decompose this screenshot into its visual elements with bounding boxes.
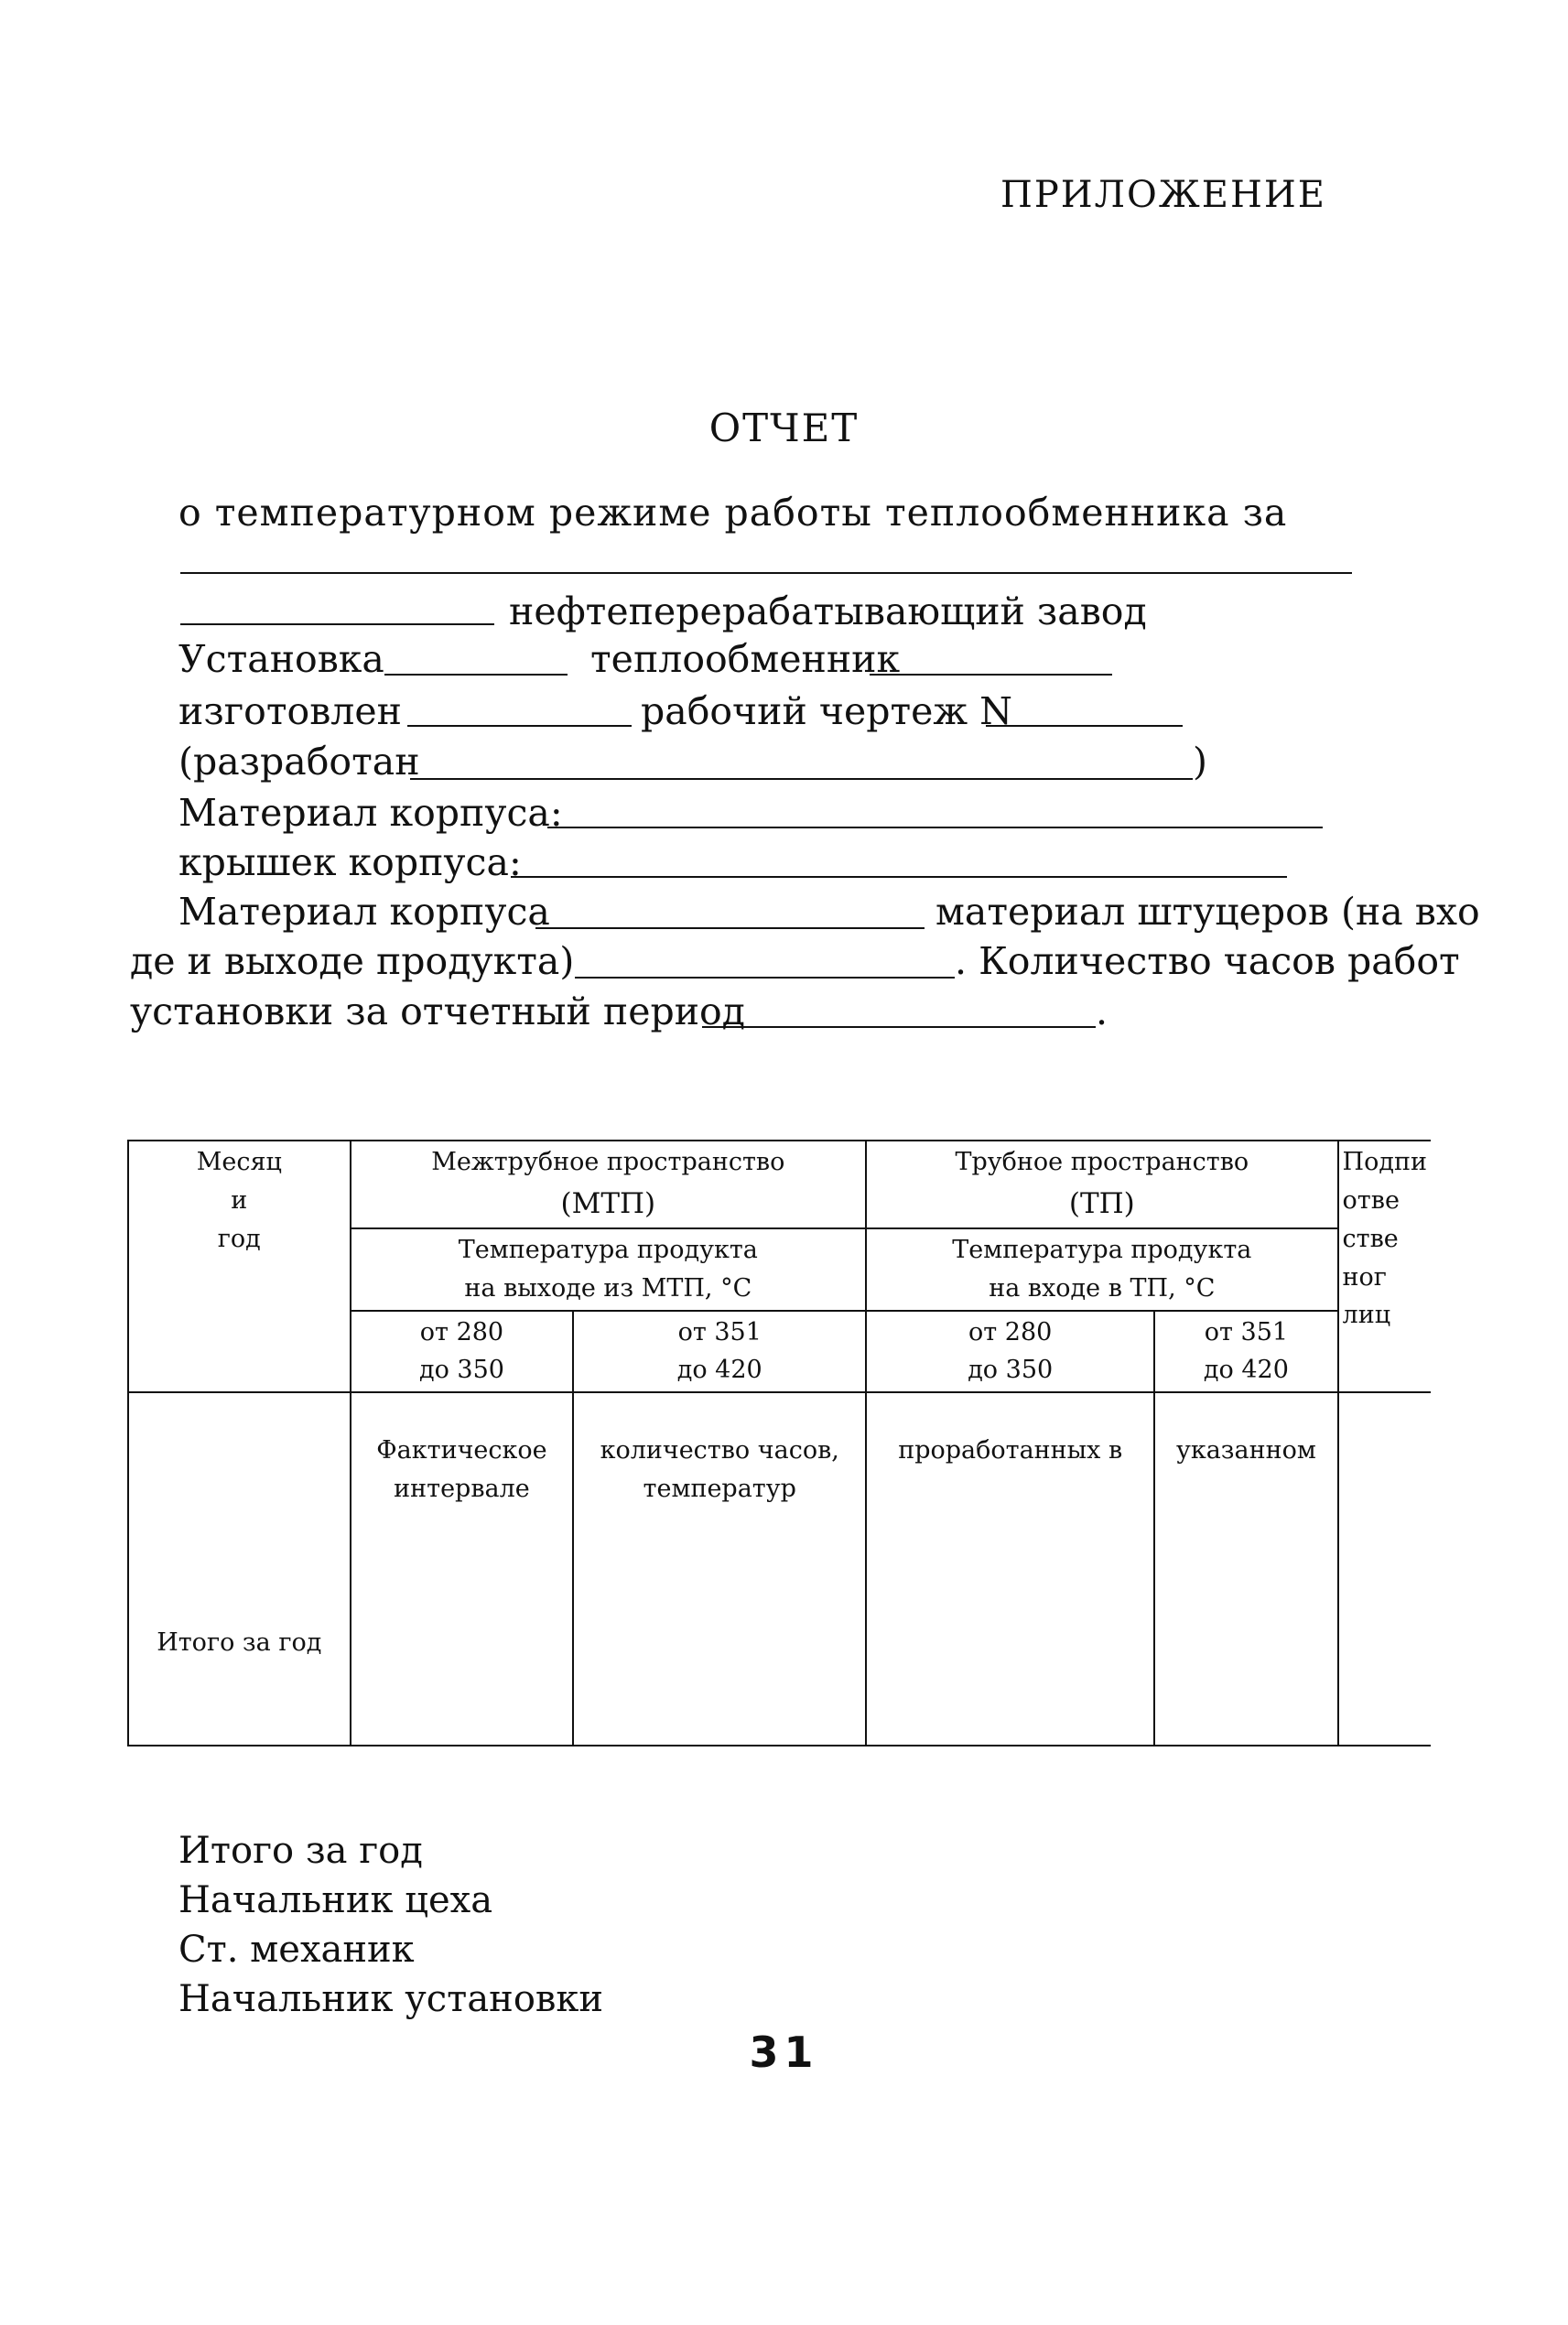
month-year-header bbox=[128, 1141, 351, 1392]
period-label: установки за отчетный период bbox=[130, 989, 745, 1033]
total-row-label-cell bbox=[128, 1392, 351, 1746]
note-line: проработанных в bbox=[898, 1436, 1123, 1465]
developed-open: (разработан bbox=[178, 740, 420, 784]
header-line: Месяц bbox=[196, 1148, 282, 1176]
mtp-header bbox=[351, 1141, 867, 1228]
note-line: количество часов, bbox=[600, 1436, 839, 1465]
made-blank bbox=[407, 725, 632, 727]
range-header bbox=[351, 1311, 574, 1393]
range-line: до 420 bbox=[1203, 1356, 1289, 1385]
note-cell bbox=[573, 1392, 866, 1746]
tp-header bbox=[866, 1141, 1337, 1228]
range-header bbox=[866, 1311, 1154, 1393]
range-line: от 280 bbox=[419, 1317, 504, 1346]
hours-label: . Количество часов работ bbox=[955, 939, 1460, 983]
note-line: интервале bbox=[394, 1475, 530, 1504]
temperature-table bbox=[127, 1140, 1431, 1746]
exchanger-label: теплообменник bbox=[590, 637, 901, 681]
header-line: Трубное пространство bbox=[955, 1148, 1249, 1176]
fittings-label: материал штуцеров (на вхо bbox=[935, 890, 1480, 934]
note-cell bbox=[1154, 1392, 1337, 1746]
page-number: 31 bbox=[749, 2028, 819, 2077]
header-line: Межтрубное пространство bbox=[431, 1148, 785, 1176]
note-cell bbox=[351, 1392, 574, 1746]
signature-line: Начальник установки bbox=[178, 1978, 604, 2020]
covers-blank bbox=[511, 876, 1287, 878]
period-hours-blank bbox=[702, 1026, 1096, 1028]
header-line: Температура продукта bbox=[952, 1235, 1252, 1264]
header-line: (ТП) bbox=[1068, 1186, 1135, 1220]
developed-blank bbox=[410, 778, 1193, 780]
mtp-temp-header bbox=[351, 1228, 867, 1311]
range-line: от 351 bbox=[677, 1317, 762, 1346]
developed-close: ) bbox=[1193, 740, 1207, 784]
unit-label: Установка bbox=[178, 637, 384, 681]
signature-block bbox=[178, 1826, 603, 2024]
header-line: Температура продукта bbox=[458, 1235, 758, 1264]
header-line: год bbox=[217, 1224, 261, 1253]
product-blank bbox=[575, 977, 955, 979]
note-line: Фактическое bbox=[376, 1436, 547, 1465]
signature-cell bbox=[1338, 1392, 1431, 1746]
note-line: указанном bbox=[1175, 1436, 1316, 1465]
covers-label: крышек корпуса: bbox=[178, 840, 522, 884]
header-line: отве bbox=[1342, 1185, 1400, 1215]
drawing-blank bbox=[986, 725, 1183, 727]
header-line: на выходе из МТП, °C bbox=[464, 1273, 752, 1303]
refinery-label: нефтеперерабатывающий завод bbox=[509, 589, 1147, 633]
header-line: Подпи bbox=[1342, 1148, 1427, 1176]
appendix-label: ПРИЛОЖЕНИЕ bbox=[1000, 174, 1326, 216]
report-subtitle: о температурном режиме работы теплообменника за bbox=[178, 491, 1288, 535]
product-in-out-label: де и выходе продукта) bbox=[130, 939, 575, 983]
body-material-blank bbox=[547, 827, 1323, 828]
header-line: (МТП) bbox=[560, 1186, 656, 1220]
exchanger-blank bbox=[870, 674, 1112, 676]
signature-line: Итого за год bbox=[178, 1830, 423, 1872]
range-line: от 351 bbox=[1204, 1317, 1289, 1346]
body-material2-label: Материал корпуса bbox=[178, 890, 550, 934]
signature-header bbox=[1338, 1141, 1431, 1392]
header-line: ног bbox=[1342, 1262, 1387, 1292]
range-line: от 280 bbox=[968, 1317, 1053, 1346]
note-cell bbox=[866, 1392, 1154, 1746]
range-header bbox=[1154, 1311, 1337, 1393]
range-line: до 350 bbox=[968, 1356, 1054, 1385]
period-end: . bbox=[1096, 989, 1108, 1033]
header-line: и bbox=[231, 1185, 248, 1215]
signature-line: Ст. механик bbox=[178, 1929, 415, 1971]
header-line: на входе в ТП, °C bbox=[989, 1273, 1216, 1303]
period-blank bbox=[180, 572, 1352, 574]
unit-blank bbox=[384, 674, 568, 676]
range-line: до 350 bbox=[418, 1356, 504, 1385]
note-line: температур bbox=[643, 1475, 796, 1504]
header-line: стве bbox=[1342, 1224, 1399, 1253]
header-line: лиц bbox=[1342, 1301, 1391, 1330]
made-label: изготовлен bbox=[178, 689, 402, 733]
refinery-blank bbox=[180, 623, 494, 625]
range-line: до 420 bbox=[676, 1356, 762, 1385]
body-material2-blank bbox=[535, 927, 925, 929]
total-label: Итого за год bbox=[157, 1628, 322, 1658]
report-title: ОТЧЕТ bbox=[708, 406, 860, 450]
signature-line: Начальник цеха bbox=[178, 1879, 493, 1921]
body-material-label: Материал корпуса: bbox=[178, 791, 563, 835]
tp-temp-header bbox=[866, 1228, 1337, 1311]
drawing-label: рабочий чертеж N bbox=[641, 689, 1013, 733]
range-header bbox=[573, 1311, 866, 1393]
